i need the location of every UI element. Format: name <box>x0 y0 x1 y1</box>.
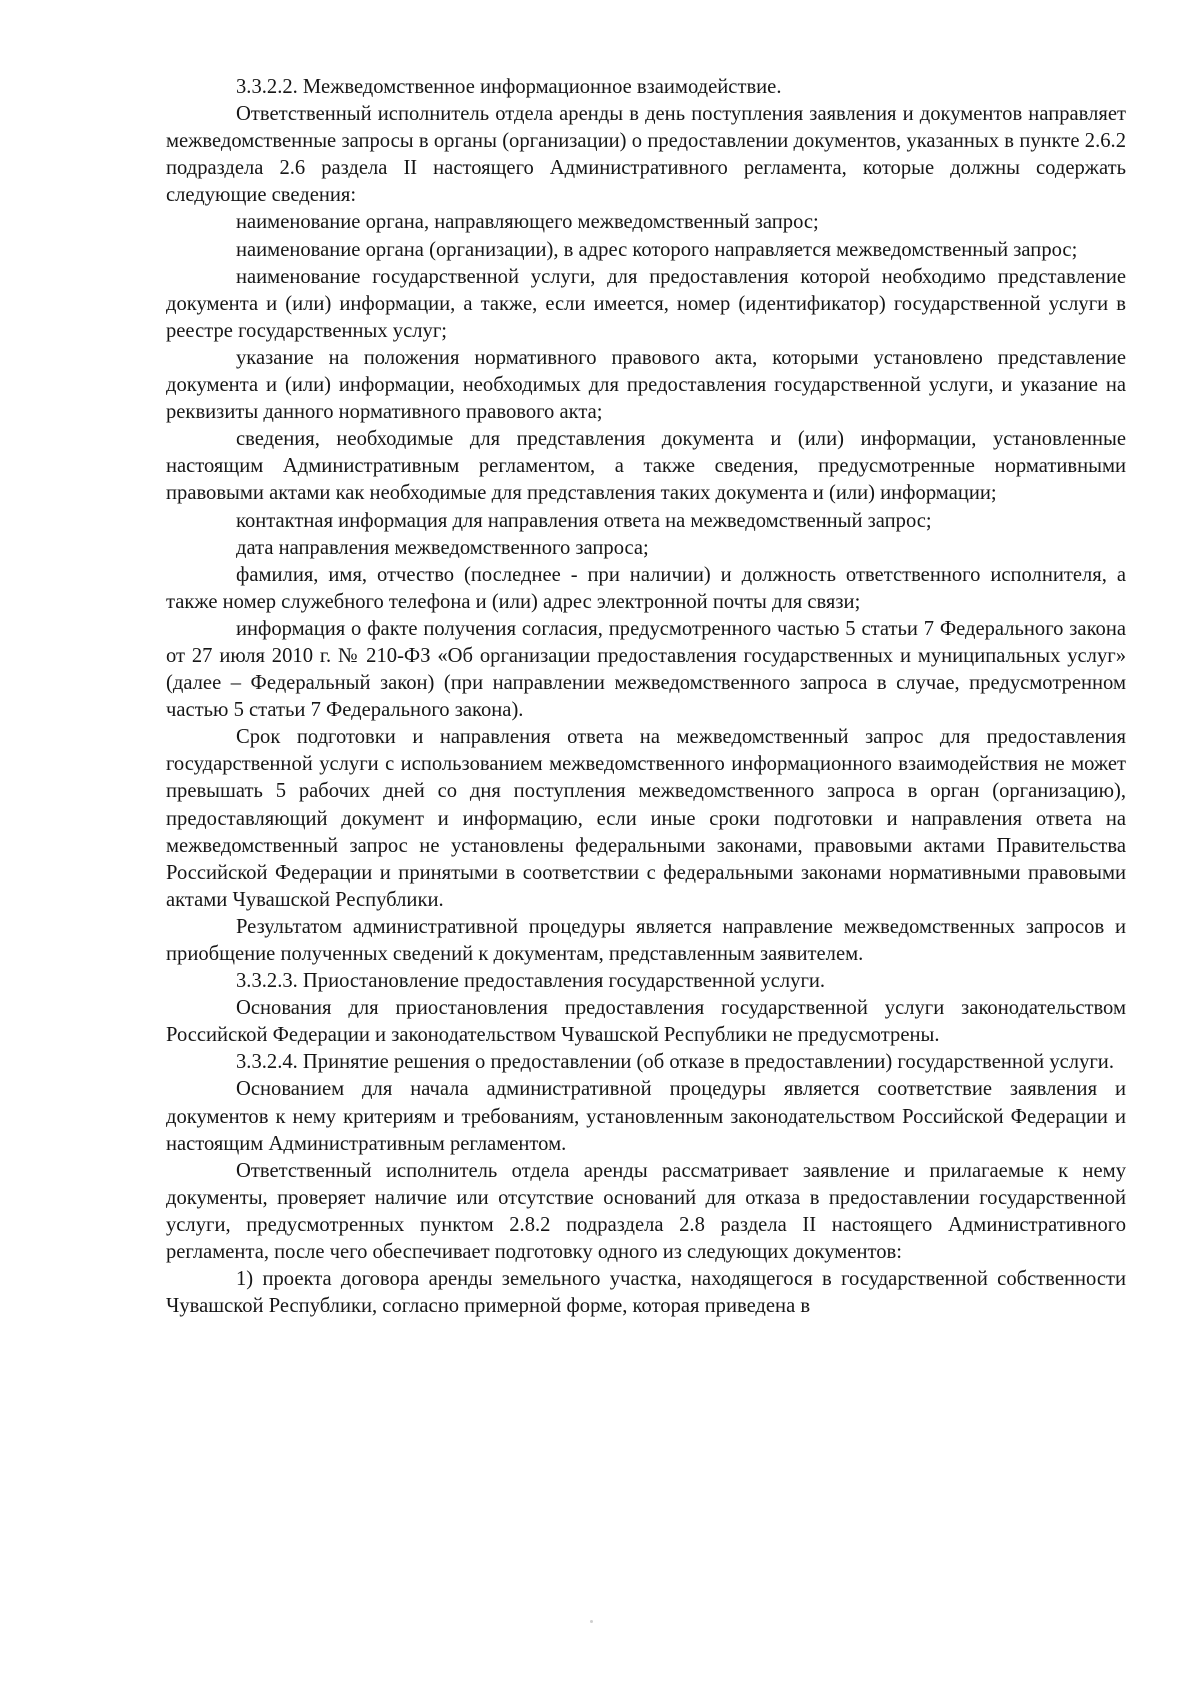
paragraph: контактная информация для направления ответа на межведомственный запрос; <box>236 509 932 532</box>
scan-artifact-dot <box>590 1620 593 1623</box>
paragraph: Ответственный исполнитель отдела аренды в день поступления заявления и документов направляет межведомственные запросы в органы (организации) о предоставлении документов, указанных в пункте 2.6.2 подраздела 2.6 раздела II настоящего Административного регламента, которые должны содержать следующие сведения: <box>166 103 1126 207</box>
paragraph: наименование органа (организации), в адрес которого направляется межведомственный запрос; <box>236 238 1078 261</box>
paragraph-heading-3-3-2-2: 3.3.2.2. Межведомственное информационное взаимодействие. <box>236 76 782 98</box>
paragraph: указание на положения нормативного правового акта, которыми установлено представление документа и (или) информации, необходимых для предоставления государственной услуги, и указание на реквизиты данного нормативного правового акта; <box>166 346 1126 424</box>
paragraph: 1) проекта договора аренды земельного участка, находящегося в государственной собственности Чувашской Республики, согласно примерной форме, которая приведена в <box>166 1268 1126 1318</box>
paragraph: дата направления межведомственного запроса; <box>236 536 649 559</box>
paragraph: информация о факте получения согласия, предусмотренного частью 5 статьи 7 Федерального закона от 27 июля 2010 г. № 210-ФЗ «Об организации предоставления государственных и муниципальных услуг» (далее – Федеральный закон) (при направлении межведомственного запроса в случае, предусмотренном частью 5 статьи 7 Федерального закона). <box>166 617 1126 722</box>
paragraph: наименование органа, направляющего межведомственный запрос; <box>236 211 819 234</box>
paragraph: Основания для приостановления предоставления государственной услуги законодательством Российской Федерации и законодательством Чувашской Республики не предусмотрены. <box>166 997 1126 1047</box>
paragraph-heading-3-3-2-3: 3.3.2.3. Приостановление предоставления государственной услуги. <box>236 970 826 993</box>
paragraph: сведения, необходимые для представления документа и (или) информации, установленные настоящим Административным регламентом, а также сведения, предусмотренные нормативными правовыми актами как необходимые для представления таких документа и (или) информации; <box>166 428 1126 505</box>
paragraph: Срок подготовки и направления ответа на межведомственный запрос для предоставления государственной услуги с использованием межведомственного информационного взаимодействия не может превышать 5 рабочих дней со дня поступления межведомственного запроса в орган (организацию), предоставляющий документ и информацию, если иные сроки подготовки и направления ответа на межведомственный запрос не установлены федеральными законами, правовыми актами Правительства Российской Федерации и принятыми в соответствии с федеральными законами нормативными правовыми актами Чувашской Республики. <box>166 726 1126 911</box>
paragraph: фамилия, имя, отчество (последнее - при наличии) и должность ответственного исполнителя, а также номер служебного телефона и (или) адрес электронной почты для связи; <box>166 563 1126 613</box>
paragraph: наименование государственной услуги, для предоставления которой необходимо представление документа и (или) информации, а также, если имеется, номер (идентификатор) государственной услуги в реестре государственных услуг; <box>166 265 1126 342</box>
paragraph: Ответственный исполнитель отдела аренды рассматривает заявление и прилагаемые к нему документы, проверяет наличие или отсутствие оснований для отказа в предоставлении государственной услуги, предусмотренных пунктом 2.8.2 подраздела 2.8 раздела II настоящего Административного регламента, после чего обеспечивает подготовку одного из следующих документов: <box>166 1159 1126 1264</box>
document-page <box>166 74 1126 1320</box>
paragraph-heading-3-3-2-4: 3.3.2.4. Принятие решения о предоставлении (об отказе в предоставлении) государственной услуги. <box>236 1051 1114 1074</box>
paragraph: Результатом административной процедуры является направление межведомственных запросов и приобщение полученных сведений к документам, представленным заявителем. <box>166 915 1126 965</box>
paragraph: Основанием для начала административной процедуры является соответствие заявления и документов к нему критериям и требованиям, установленным законодательством Российской Федерации и настоящим Административным регламентом. <box>166 1078 1126 1155</box>
